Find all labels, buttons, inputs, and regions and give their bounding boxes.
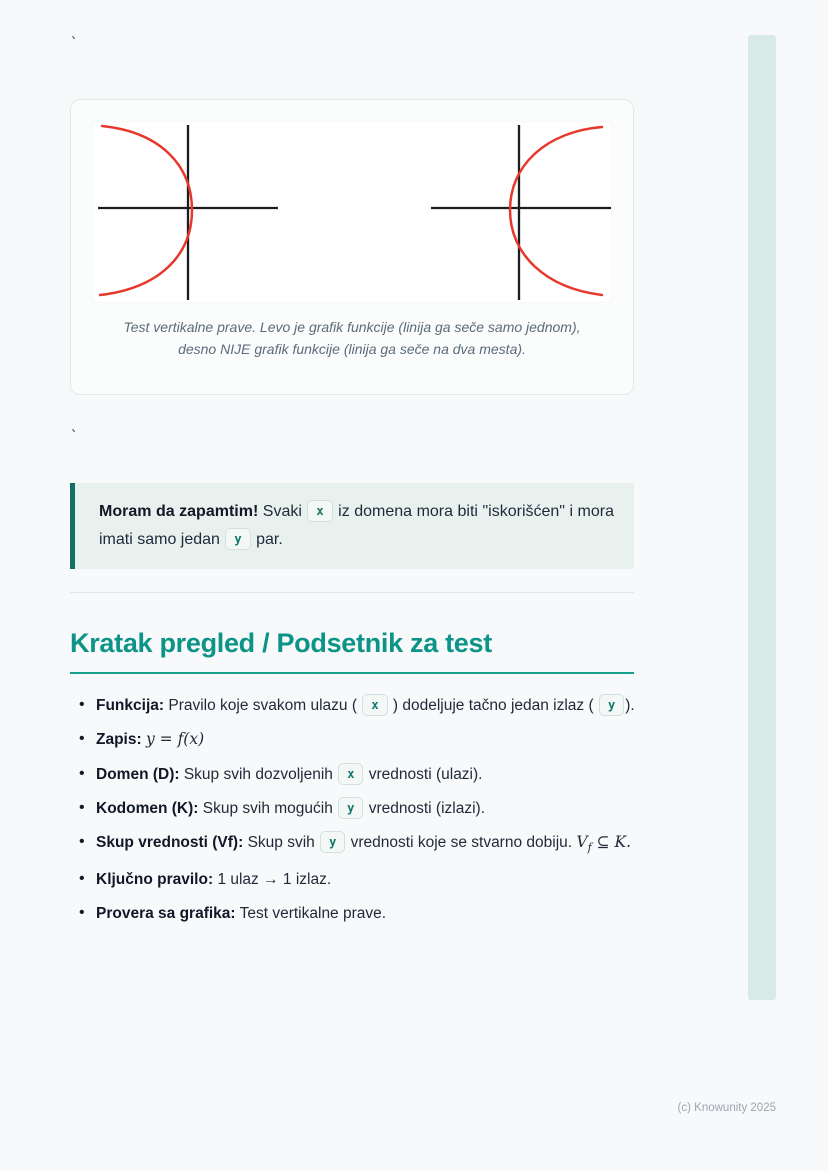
callout-text-2: iz domena mora biti "iskorišćen" i mora imati samo jedan xyxy=(99,503,614,548)
x-code-chip: x xyxy=(307,500,332,522)
vertical-line-test-figure-card xyxy=(70,99,634,395)
right-non-function-curve xyxy=(510,127,602,295)
stray-backtick-top: ` xyxy=(70,36,79,52)
stray-backtick-middle: ` xyxy=(70,429,79,445)
math-v: V xyxy=(576,833,588,851)
section-title: Kratak pregled / Podsetnik za test xyxy=(70,628,634,674)
math-formula: y = f(x) xyxy=(145,730,205,749)
item-label: Domen (D): xyxy=(96,765,180,783)
figure-caption-line2: desno NIJE grafik funkcije (linija ga seče na dva mesta). xyxy=(178,340,526,357)
item-text: Skup svih dozvoljenih xyxy=(183,765,333,783)
y-code-chip: y xyxy=(599,694,624,716)
item-text: 1 ulaz → 1 izlaz. xyxy=(217,870,332,888)
y-code-chip: y xyxy=(338,797,363,819)
item-text: Skup svih mogućih xyxy=(202,799,333,817)
remember-callout xyxy=(70,483,634,569)
list-item-domen xyxy=(70,763,636,786)
item-label: Skup vrednosti (Vf): xyxy=(96,834,244,851)
scrollbar[interactable] xyxy=(748,35,776,1000)
x-code-chip: x xyxy=(362,694,387,716)
item-label: Funkcija: xyxy=(96,697,165,714)
figure-caption xyxy=(93,317,611,360)
item-label: Provera sa grafika: xyxy=(96,904,236,922)
item-text: ) dodeljuje tačno jedan izlaz ( xyxy=(392,697,594,714)
summary-list xyxy=(70,694,636,936)
math-formula xyxy=(576,833,632,855)
item-text: vrednosti (izlazi). xyxy=(368,799,485,817)
vertical-line-test-graph xyxy=(93,122,611,302)
list-item-kljucno-pravilo xyxy=(70,868,636,891)
item-text: Skup svih xyxy=(247,834,315,851)
item-text: ). xyxy=(625,697,635,714)
item-text: vrednosti koje se stvarno dobiju. xyxy=(350,834,573,851)
remember-callout-text xyxy=(99,498,614,554)
list-item-zapis xyxy=(70,728,636,751)
y-code-chip: y xyxy=(225,528,250,550)
left-function-curve xyxy=(100,126,192,295)
list-item-funkcija xyxy=(70,694,636,717)
list-item-provera xyxy=(70,902,636,925)
list-item-skup-vrednosti xyxy=(70,831,636,857)
item-text: Pravilo koje svakom ulazu ( xyxy=(168,697,358,714)
item-label: Ključno pravilo: xyxy=(96,870,214,888)
callout-text-3: par. xyxy=(256,531,283,548)
list-item-kodomen xyxy=(70,797,636,820)
math-k: K. xyxy=(614,833,632,851)
figure-caption-line1: Test vertikalne prave. Levo je grafik funkcije (linija ga seče samo jednom), xyxy=(123,319,581,335)
section-divider xyxy=(70,592,634,593)
callout-bold-lead: Moram da zapamtim! xyxy=(99,503,259,520)
x-code-chip: x xyxy=(338,763,363,785)
math-subset-symbol: ⊆ xyxy=(596,833,610,851)
footer-credit: (c) Knowunity 2025 xyxy=(677,1102,776,1114)
item-label: Zapis: xyxy=(96,731,142,749)
item-label: Kodomen (K): xyxy=(96,799,199,817)
item-text: Test vertikalne prave. xyxy=(239,904,387,922)
math-sub-f: f xyxy=(587,841,592,855)
graph-svg xyxy=(93,122,611,302)
y-code-chip: y xyxy=(320,831,345,853)
callout-text-1: Svaki xyxy=(262,503,302,520)
item-text: vrednosti (ulazi). xyxy=(368,765,483,783)
